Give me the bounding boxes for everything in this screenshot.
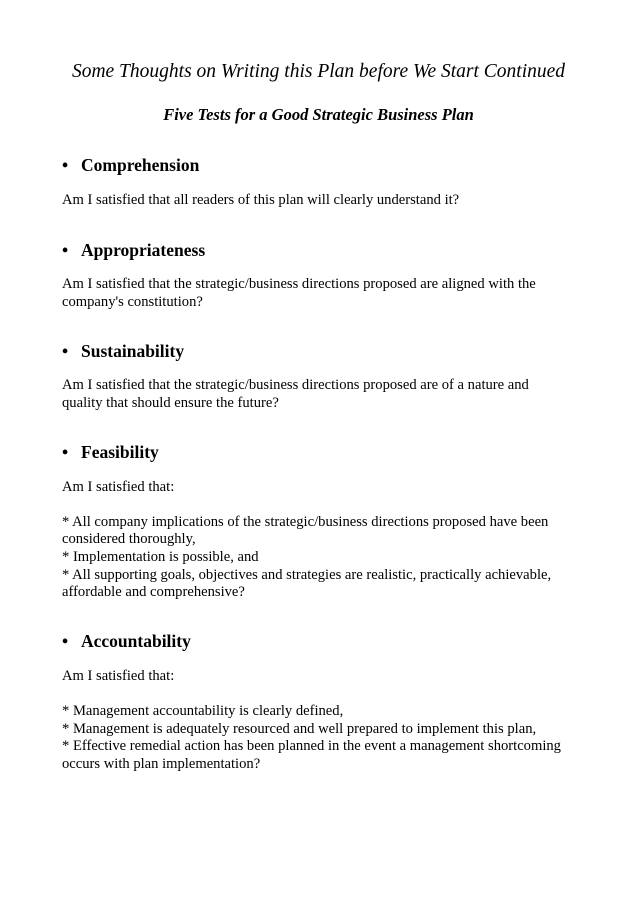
page-subtitle: Five Tests for a Good Strategic Business Plan	[163, 105, 474, 124]
section-text: company's constitution?	[62, 294, 203, 310]
section-text: Am I satisfied that the strategic/business directions proposed are aligned with the	[62, 276, 536, 292]
bullet-icon: •	[62, 240, 69, 260]
section-heading-comprehension: • Comprehension	[62, 155, 200, 175]
section-heading-sustainability: • Sustainability	[62, 341, 185, 361]
list-item: * Management accountability is clearly defined,	[62, 703, 344, 719]
section-text: quality that should ensure the future?	[62, 395, 279, 411]
list-item: * Effective remedial action has been planned in the event a management shortcoming	[62, 738, 561, 754]
section-text: Am I satisfied that all readers of this plan will clearly understand it?	[62, 192, 460, 208]
section-text: Am I satisfied that the strategic/business directions proposed are of a nature and	[62, 377, 529, 393]
section-intro: Am I satisfied that:	[62, 668, 175, 684]
section-heading-appropriateness: • Appropriateness	[62, 240, 206, 260]
list-item: affordable and comprehensive?	[62, 584, 245, 600]
page-title: Some Thoughts on Writing this Plan before We Start Continued	[71, 61, 566, 82]
list-item: considered thoroughly,	[62, 531, 196, 547]
list-item: * All company implications of the strategic/business directions proposed have been	[62, 514, 549, 530]
bullet-icon: •	[62, 155, 69, 175]
section-intro: Am I satisfied that:	[62, 479, 175, 495]
section-heading-feasibility: • Feasibility	[62, 442, 159, 462]
list-item: * Implementation is possible, and	[62, 549, 259, 565]
list-item: * Management is adequately resourced and well prepared to implement this plan,	[62, 721, 537, 737]
bullet-icon: •	[62, 442, 69, 462]
list-item: occurs with plan implementation?	[62, 756, 261, 772]
bullet-icon: •	[62, 341, 69, 361]
bullet-icon: •	[62, 631, 69, 651]
section-heading-accountability: • Accountability	[62, 631, 191, 651]
list-item: * All supporting goals, objectives and strategies are realistic, practically achievable,	[62, 567, 552, 583]
